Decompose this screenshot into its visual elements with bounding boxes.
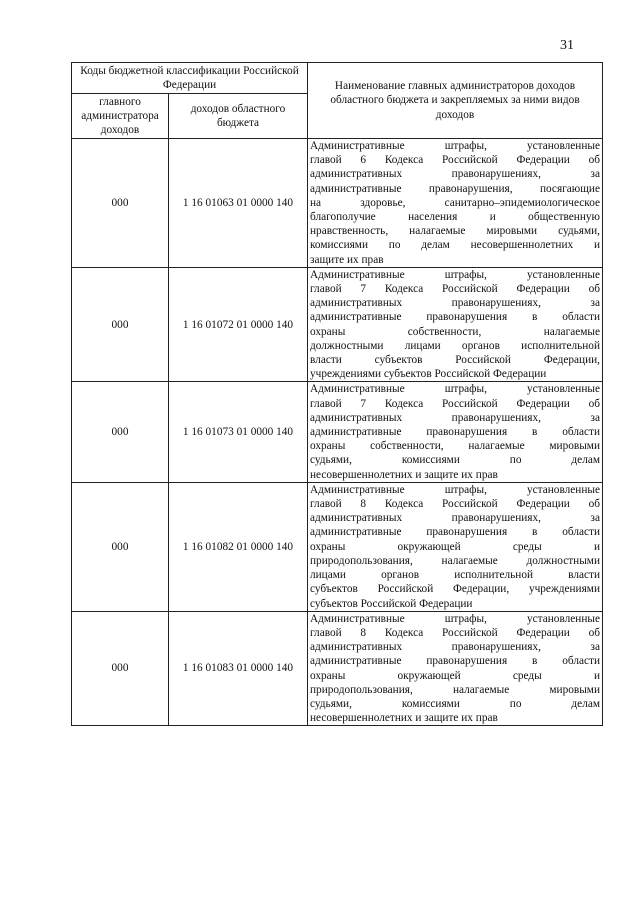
admin-code-cell: 000: [72, 139, 169, 268]
table-row: [72, 139, 603, 268]
income-code-cell: 1 16 01063 01 0000 140: [169, 139, 308, 268]
header-administrator-name: Наименование главных администраторов доходов областного бюджета и закрепляемых за ними видов доходов: [308, 63, 603, 139]
description-line: административных правонарушениях, за: [310, 168, 600, 181]
admin-code-cell: 000: [72, 482, 169, 611]
income-description-cell: [308, 482, 603, 611]
income-code-cell: 1 16 01073 01 0000 140: [169, 382, 308, 482]
description-line: главой 6 Кодекса Российской Федерации об: [310, 154, 600, 167]
description-line: административных правонарушениях, за: [310, 297, 600, 310]
description-line: главой 8 Кодекса Российской Федерации об: [310, 498, 600, 511]
table-row: [72, 482, 603, 611]
description-line: природопользования, налагаемые должностными: [310, 554, 600, 567]
description-line: охраны собственности, налагаемые мировыми: [310, 440, 600, 453]
description-line: на здоровье, санитарно–эпидемиологическое: [310, 196, 600, 209]
description-line: административные правонарушения в области: [310, 426, 600, 439]
description-line: административные правонарушения в области: [310, 526, 600, 539]
header-income-code: доходов областного бюджета: [169, 94, 308, 139]
header-codes-group: Коды бюджетной классификации Российской Федерации: [72, 63, 308, 94]
description-line: административные правонарушения, посягающие: [310, 182, 600, 195]
description-line: административные правонарушения в области: [310, 655, 600, 668]
description-line: охраны собственности, налагаемые: [310, 325, 600, 338]
income-description-cell: [308, 611, 603, 726]
admin-code-cell: 000: [72, 611, 169, 726]
description-line: главой 7 Кодекса Российской Федерации об: [310, 283, 600, 296]
description-line: должностными лицами органов исполнительной: [310, 339, 600, 352]
admin-code-cell: 000: [72, 267, 169, 382]
description-line: Административные штрафы, установленные: [310, 383, 600, 396]
description-line: природопользования, налагаемые мировыми: [310, 683, 600, 696]
description-line: Административные штрафы, установленные: [310, 140, 600, 152]
income-code-cell: 1 16 01072 01 0000 140: [169, 267, 308, 382]
description-line: лицами органов исполнительной власти: [310, 569, 600, 582]
description-line: Административные штрафы, установленные: [310, 483, 600, 496]
admin-code-cell: 000: [72, 382, 169, 482]
description-line: нравственность, налагаемые мировыми судьями,: [310, 225, 600, 238]
table-row: [72, 382, 603, 482]
description-line: судьями, комиссиями по делам: [310, 697, 600, 710]
description-line: учреждениями субъектов Российской Федерации: [310, 368, 547, 381]
description-line: главой 8 Кодекса Российской Федерации об: [310, 626, 600, 639]
description-line: административных правонарушениях, за: [310, 411, 600, 424]
description-line: охраны окружающей среды и: [310, 540, 600, 553]
income-code-cell: 1 16 01082 01 0000 140: [169, 482, 308, 611]
description-line: судьями, комиссиями по делам: [310, 454, 600, 467]
description-line: несовершеннолетних и защите их прав: [310, 712, 498, 725]
description-line: субъектов Российской Федерации: [310, 597, 473, 610]
income-description-cell: [308, 139, 603, 268]
description-line: административные правонарушения в области: [310, 311, 600, 324]
table-row: [72, 267, 603, 382]
budget-classification-table: [71, 62, 603, 726]
description-line: комиссиями по делам несовершеннолетних и: [310, 239, 600, 252]
income-description-cell: [308, 382, 603, 482]
description-line: власти субъектов Российской Федерации,: [310, 354, 600, 367]
table-row: [72, 611, 603, 726]
description-line: Административные штрафы, установленные: [310, 612, 600, 625]
header-admin-code: главного администратора доходов: [72, 94, 169, 139]
income-description-cell: [308, 267, 603, 382]
description-line: административных правонарушениях, за: [310, 641, 600, 654]
description-line: субъектов Российской Федерации, учреждениями: [310, 583, 600, 596]
description-line: благополучие населения и общественную: [310, 211, 600, 224]
description-line: защите их прав: [310, 253, 384, 266]
description-line: главой 7 Кодекса Российской Федерации об: [310, 397, 600, 410]
income-code-cell: 1 16 01083 01 0000 140: [169, 611, 308, 726]
page-number: 31: [560, 38, 574, 53]
description-line: Административные штрафы, установленные: [310, 268, 600, 281]
description-line: административных правонарушениях, за: [310, 512, 600, 525]
description-line: охраны окружающей среды и: [310, 669, 600, 682]
description-line: несовершеннолетних и защите их прав: [310, 468, 498, 481]
